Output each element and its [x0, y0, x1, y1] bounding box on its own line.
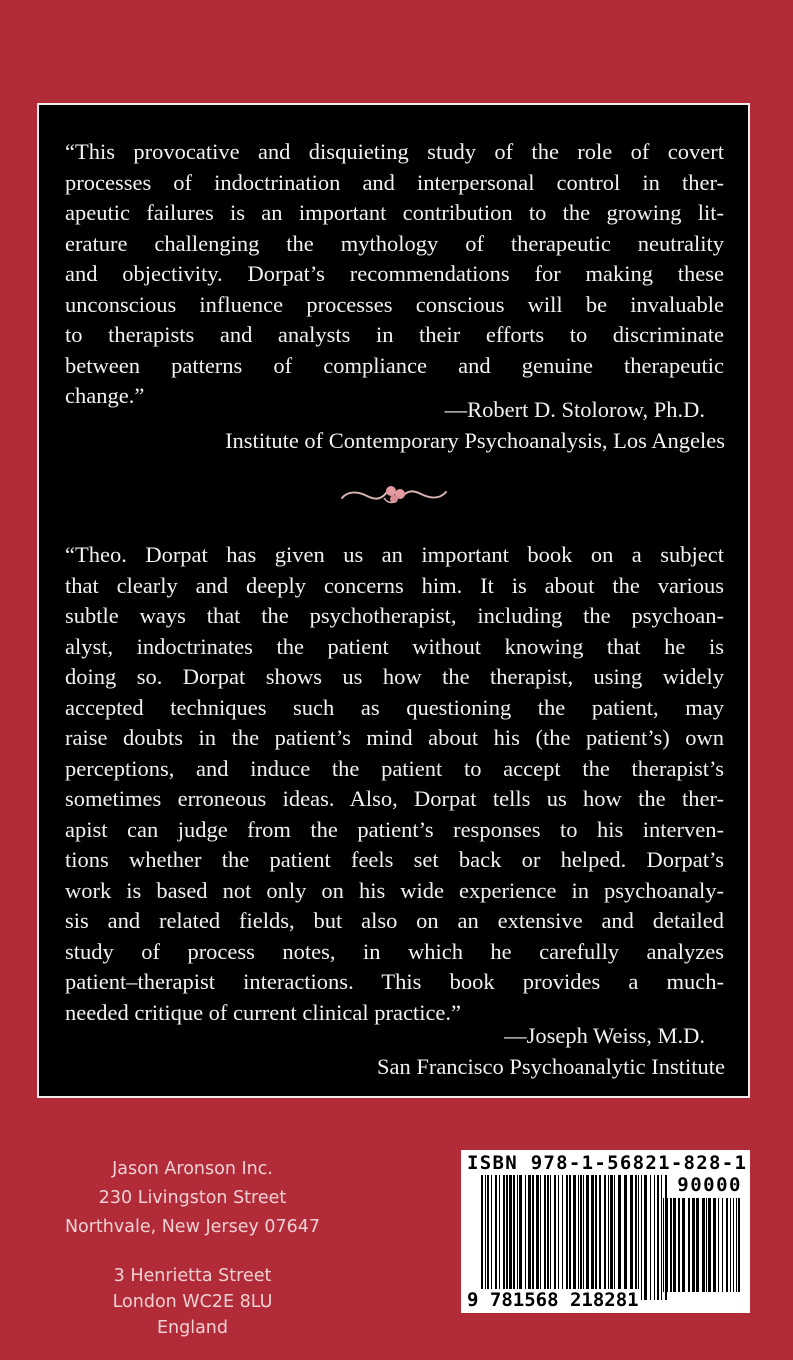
- barcode-bar: [544, 1175, 546, 1300]
- barcode-bar: [688, 1198, 690, 1292]
- barcode-bar: [517, 1175, 518, 1300]
- barcode-bar: [638, 1175, 639, 1300]
- barcode-bar: [503, 1175, 505, 1300]
- barcode-bar: [614, 1175, 615, 1300]
- barcode-bar: [599, 1175, 601, 1300]
- barcode-bar: [713, 1198, 716, 1292]
- ean-barcode-bars: [481, 1175, 671, 1300]
- barcode-bar: [499, 1175, 500, 1300]
- barcode-bar: [692, 1198, 695, 1292]
- barcode-bar: [487, 1175, 489, 1300]
- barcode-bar: [513, 1175, 515, 1300]
- addon-barcode-bars: [663, 1198, 743, 1292]
- attribution-author: —Robert D. Stolorow, Ph.D.: [444, 397, 705, 422]
- barcode-bar: [608, 1175, 609, 1300]
- barcode-bar: [635, 1175, 637, 1300]
- barcode-bar: [491, 1175, 492, 1300]
- barcode-bar: [558, 1175, 559, 1300]
- barcode-bar: [566, 1175, 568, 1300]
- quote-line: erature challenging the mythology of therapeutic neutrality: [65, 230, 724, 256]
- barcode-bar: [730, 1198, 731, 1292]
- quote-line: apist can judge from the patient’s responses to his interven-: [65, 816, 724, 842]
- barcode-bar: [718, 1198, 719, 1292]
- barcode-bar: [547, 1175, 549, 1300]
- attribution-affiliation: San Francisco Psychoanalytic Institute: [376, 1053, 725, 1079]
- quote-line: processes of indoctrination and interpersonal control in ther-: [65, 169, 724, 195]
- quote-line: “Theo. Dorpat has given us an important book on a subject: [65, 542, 724, 567]
- barcode-bar: [618, 1175, 621, 1300]
- quote-line: doing so. Dorpat shows us how the therapist, using widely: [65, 664, 724, 689]
- barcode-bar: [706, 1198, 707, 1292]
- address-line: 3 Henrietta Street: [113, 1266, 272, 1286]
- barcode-bar: [650, 1175, 651, 1300]
- quote-line: accepted techniques such as questioning the patient, may: [65, 694, 724, 720]
- barcode-bar: [519, 1175, 522, 1300]
- barcode-bar: [736, 1198, 737, 1292]
- barcode-bar: [624, 1175, 627, 1300]
- quote-line: sometimes erroneous ideas. Also, Dorpat tells us how the ther-: [65, 786, 724, 811]
- barcode-bar: [673, 1198, 676, 1292]
- barcode-bar: [641, 1175, 642, 1300]
- endorsement-quote-weiss: [65, 540, 724, 1028]
- barcode-bar: [495, 1175, 497, 1300]
- quote-line: change.”: [65, 383, 145, 408]
- barcode-bar: [696, 1198, 699, 1292]
- barcode-bar: [591, 1175, 594, 1300]
- ean-digits: 9 781568 218281: [467, 1289, 639, 1311]
- endorsement-quote-stolorow: [65, 137, 724, 412]
- quote-line: to therapists and analysts in their efforts to discriminate: [65, 322, 724, 347]
- quote-line: raise doubts in the patient’s mind about his (the patient’s) own: [65, 725, 724, 750]
- isbn-barcode: [461, 1150, 750, 1313]
- barcode-bar: [528, 1175, 531, 1300]
- barcode-bar: [644, 1175, 647, 1300]
- barcode-bar: [661, 1175, 662, 1300]
- barcode-bar: [550, 1175, 551, 1300]
- address-line: England: [156, 1318, 229, 1338]
- quote-line: patient–therapist interactions. This book provides a much-: [65, 969, 724, 994]
- barcode-bar: [481, 1175, 483, 1300]
- barcode-bar: [654, 1175, 655, 1300]
- barcode-bar: [722, 1198, 723, 1292]
- quote-line: work is based not only on his wide experience in psychoanaly-: [65, 877, 724, 903]
- quote-line: subtle ways that the psychotherapist, including the psychoan-: [65, 603, 724, 628]
- barcode-bar: [682, 1198, 685, 1292]
- quote-line: needed critique of current clinical practice.”: [65, 999, 462, 1025]
- barcode-bar: [536, 1175, 539, 1300]
- barcode-bar: [702, 1198, 705, 1292]
- barcode-bar: [663, 1198, 664, 1292]
- quote-line: between patterns of compliance and genuine therapeutic: [65, 352, 724, 378]
- barcode-bar: [573, 1175, 576, 1300]
- barcode-bar: [532, 1175, 534, 1300]
- barcode-bar: [583, 1175, 584, 1300]
- attribution-stolorow: [225, 395, 725, 456]
- quote-line: and objectivity. Dorpat’s recommendations for making these: [65, 261, 724, 286]
- barcode-bar: [726, 1198, 728, 1292]
- attribution-affiliation: Institute of Contemporary Psychoanalysis, Los Angeles: [225, 427, 725, 453]
- barcode-bar: [733, 1198, 734, 1292]
- barcode-bar: [586, 1175, 589, 1300]
- barcode-bar: [610, 1175, 613, 1300]
- address-line: Northvale, New Jersey 07647: [64, 1217, 321, 1237]
- quote-line: tions whether the patient feels set back or helped. Dorpat’s: [65, 847, 724, 872]
- barcode-bar: [657, 1175, 659, 1300]
- barcode-bar: [569, 1175, 571, 1300]
- quote-line: “This provocative and disquieting study of the role of covert: [65, 139, 724, 164]
- floral-ornament-icon: [339, 480, 449, 510]
- attribution-weiss: [377, 1021, 725, 1082]
- quote-line: sis and related fields, but also on an extensive and detailed: [65, 908, 724, 933]
- barcode-bar: [554, 1175, 556, 1300]
- endorsements-panel: [37, 103, 750, 1098]
- barcode-bar: [738, 1198, 740, 1292]
- quote-line: unconscious influence processes conscious will be invaluable: [65, 291, 724, 317]
- barcode-bar: [509, 1175, 512, 1300]
- quote-line: study of process notes, in which he carefully analyzes: [65, 938, 724, 964]
- barcode-bar: [525, 1175, 526, 1300]
- barcode-bar: [540, 1175, 541, 1300]
- barcode-bar: [678, 1198, 680, 1292]
- price-code: 90000: [677, 1174, 742, 1196]
- quote-line: that clearly and deeply concerns him. It is about the various: [65, 572, 724, 598]
- publisher-uk-address: [40, 1263, 345, 1341]
- barcode-bar: [562, 1175, 563, 1300]
- barcode-bar: [578, 1175, 579, 1300]
- quote-line: apeutic failures is an important contribution to the growing lit-: [65, 200, 724, 225]
- barcode-bar: [670, 1198, 672, 1292]
- quote-line: perceptions, and induce the patient to accept the therapist’s: [65, 755, 724, 781]
- barcode-bar: [604, 1175, 606, 1300]
- barcode-bar: [595, 1175, 597, 1300]
- attribution-author: —Joseph Weiss, M.D.: [504, 1023, 705, 1048]
- address-line: Jason Aronson Inc.: [112, 1159, 273, 1179]
- address-line: 230 Livingston Street: [98, 1188, 287, 1208]
- address-line: London WC2E 8LU: [112, 1292, 273, 1312]
- barcode-bar: [506, 1175, 508, 1300]
- barcode-bar: [580, 1175, 582, 1300]
- barcode-bar: [708, 1198, 711, 1292]
- barcode-bar: [630, 1175, 633, 1300]
- quote-line: alyst, indoctrinates the patient without knowing that he is: [65, 633, 724, 659]
- barcode-bar: [665, 1198, 668, 1292]
- isbn-text: ISBN 978-1-56821-828-1: [467, 1152, 748, 1174]
- publisher-us-address: [40, 1155, 345, 1242]
- barcode-bar: [485, 1175, 486, 1300]
